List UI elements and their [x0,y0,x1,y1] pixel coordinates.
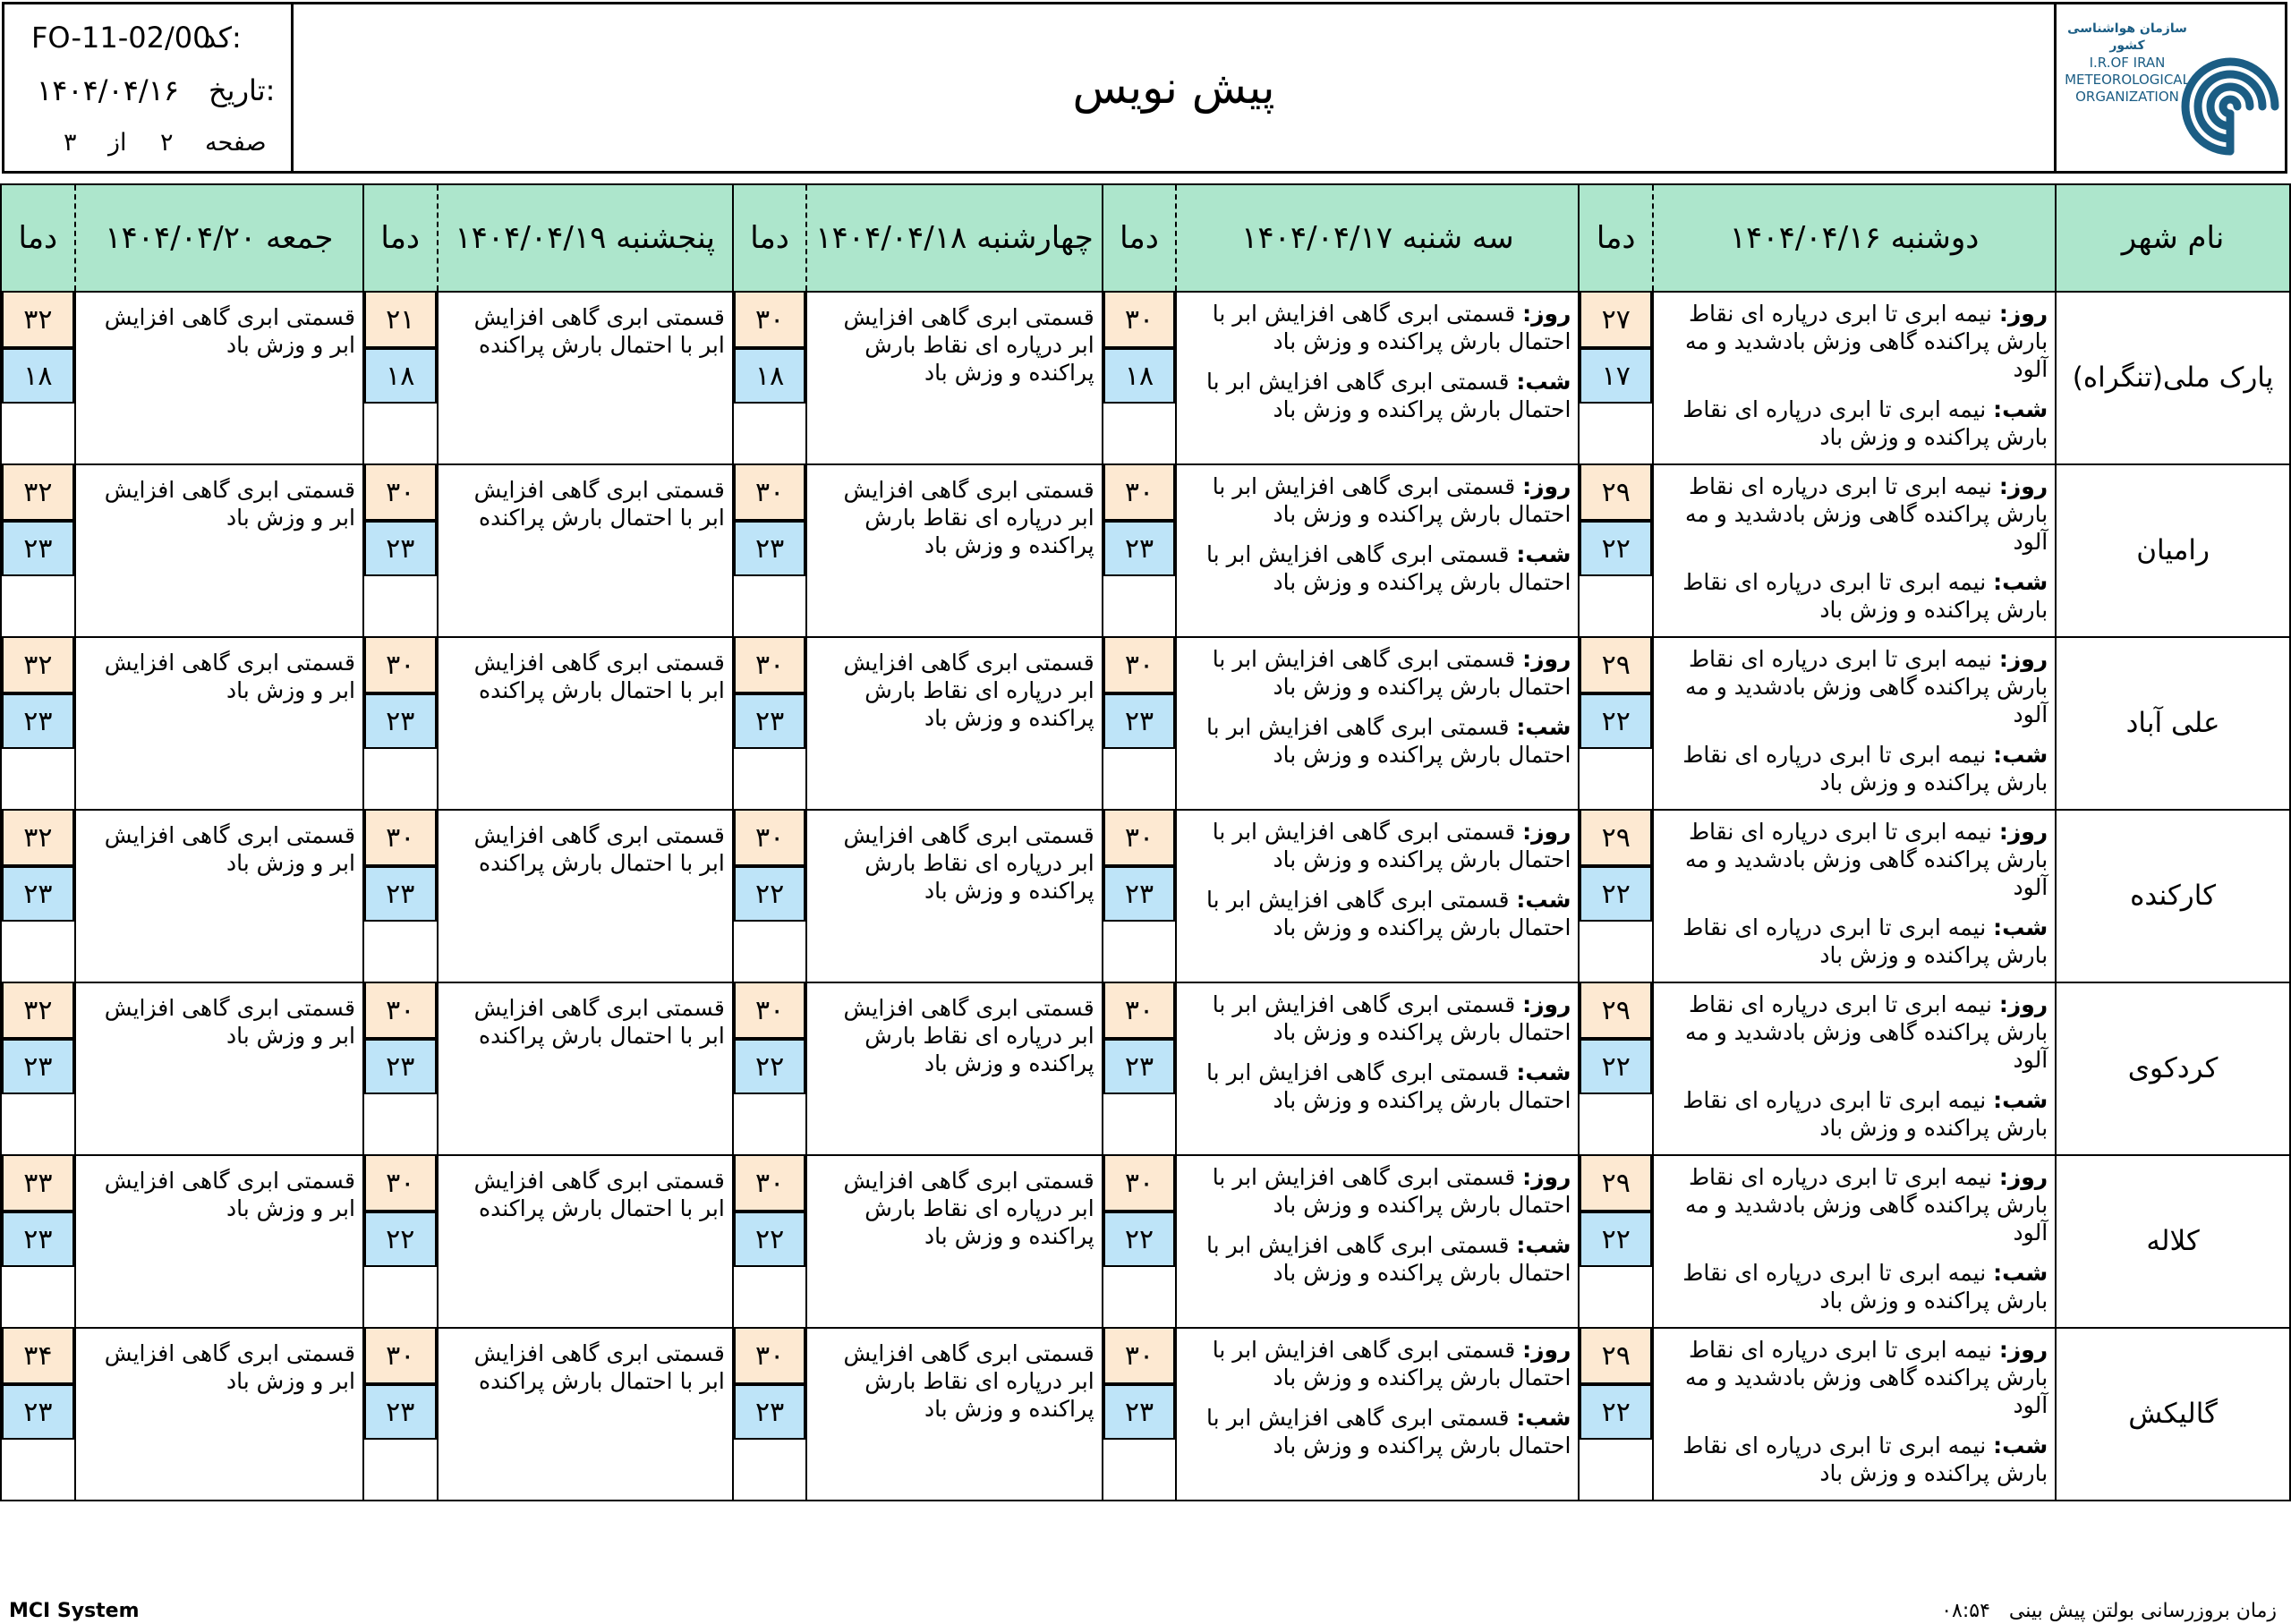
night-forecast [1661,1432,2048,1487]
max-temperature: ۳۲ [2,638,74,693]
day-night-forecast-cell [1653,1155,2056,1328]
forecast-text-cell: قسمتی ابری گاهی افزایش ابر با احتمال بارش پراکنده [438,810,733,982]
night-label: شب: [1516,1405,1571,1431]
temperature-cell [1,1328,75,1501]
forecast-text-cell: قسمتی ابری گاهی افزایش ابر و وزش باد [75,292,363,464]
day-label: روز: [1522,1164,1571,1190]
forecast-text-cell: قسمتی ابری گاهی افزایش ابر و وزش باد [75,1155,363,1328]
min-temperature: ۲۳ [1103,521,1176,576]
day-forecast-text: نیمه ابری تا ابری درپاره ای نقاط بارش پراکنده گاهی وزش بادشدید و مه آلود [1685,301,2048,382]
document-meta-box [4,4,294,171]
temperature-cell [1103,810,1177,982]
temperature-cell [363,1328,438,1501]
temperature-cell [1579,982,1653,1155]
night-label: شب: [1516,1059,1571,1085]
max-temperature: ۳۴ [2,1329,74,1384]
forecast-text-cell: قسمتی ابری گاهی افزایش ابر با احتمال بارش پراکنده [438,637,733,810]
min-temperature: ۲۳ [364,1039,437,1094]
min-temperature: ۲۲ [1580,1384,1652,1440]
night-label: شب: [1993,396,2048,422]
day-forecast [1184,991,1571,1046]
min-temperature: ۲۳ [364,866,437,922]
forecast-text-cell: قسمتی ابری گاهی افزایش ابر با احتمال بارش پراکنده [438,982,733,1155]
night-forecast-text: قسمتی ابری گاهی افزایش ابر با احتمال بارش پراکنده و وزش باد [1206,714,1571,768]
min-temperature: ۲۳ [2,866,74,922]
day-label: روز: [1998,1164,2048,1190]
max-temperature: ۳۰ [364,465,437,521]
page-number: ۲ [160,128,174,157]
table-row [1,1155,2290,1328]
night-forecast [1184,886,1571,941]
temperature-cell [1103,1328,1177,1501]
day-forecast-text: نیمه ابری تا ابری درپاره ای نقاط بارش پراکنده گاهی وزش بادشدید و مه آلود [1685,1337,2048,1418]
night-forecast-text: قسمتی ابری گاهی افزایش ابر با احتمال بارش پراکنده و وزش باد [1206,1059,1571,1113]
day-label: روز: [1998,1337,2048,1363]
temperature-cell [1,982,75,1155]
max-temperature: ۲۱ [364,293,437,348]
max-temperature: ۳۰ [364,1156,437,1212]
forecast-text-cell: قسمتی ابری گاهی افزایش ابر درپاره ای نقاط بارش پراکنده و وزش باد [806,982,1102,1155]
night-label: شب: [1993,1087,2048,1113]
city-name: کردکوی [2056,982,2290,1155]
min-temperature: ۱۸ [364,348,437,404]
day-label: روز: [1998,819,2048,845]
max-temperature: ۳۲ [2,293,74,348]
night-forecast-text: قسمتی ابری گاهی افزایش ابر با احتمال بارش پراکنده و وزش باد [1206,1232,1571,1286]
update-time-label: زمان بروزرسانی بولتن پیش بینی [2008,1600,2277,1622]
min-temperature: ۲۲ [1580,521,1652,576]
forecast-text-cell: قسمتی ابری گاهی افزایش ابر درپاره ای نقاط بارش پراکنده و وزش باد [806,292,1102,464]
day-forecast [1184,1336,1571,1391]
night-label: شب: [1993,914,2048,940]
temperature-cell [1103,982,1177,1155]
day-label: روز: [1998,473,2048,499]
min-temperature: ۲۳ [364,693,437,749]
max-temperature: ۳۰ [364,1329,437,1384]
temp-3-header: دما [733,184,807,292]
temperature-cell [363,292,438,464]
temperature-cell [733,1328,807,1501]
temperature-cell [733,982,807,1155]
day-forecast [1184,472,1571,528]
day-5-header: جمعه ۱۴۰۴/۰۴/۲۰ [75,184,363,292]
day-forecast [1184,1163,1571,1219]
temperature-cell [1,464,75,637]
temperature-cell [1103,292,1177,464]
table-row [1,637,2290,810]
day-forecast [1661,645,2048,728]
max-temperature: ۳۲ [2,465,74,521]
night-forecast [1184,1404,1571,1459]
forecast-text-cell: قسمتی ابری گاهی افزایش ابر و وزش باد [75,637,363,810]
forecast-text-cell: قسمتی ابری گاهی افزایش ابر و وزش باد [75,464,363,637]
max-temperature: ۲۹ [1580,983,1652,1039]
min-temperature: ۲۲ [734,1039,806,1094]
forecast-text-cell: قسمتی ابری گاهی افزایش ابر و وزش باد [75,982,363,1155]
temperature-cell [363,810,438,982]
day-night-forecast-cell [1653,1328,2056,1501]
night-label: شب: [1516,714,1571,740]
max-temperature: ۳۰ [364,983,437,1039]
night-forecast [1661,568,2048,624]
max-temperature: ۳۳ [2,1156,74,1212]
max-temperature: ۳۰ [734,811,806,866]
day-label: روز: [1522,473,1571,499]
day-4-header: پنجشنبه ۱۴۰۴/۰۴/۱۹ [438,184,733,292]
temperature-cell [1,810,75,982]
temperature-cell [363,637,438,810]
night-forecast-text: قسمتی ابری گاهی افزایش ابر با احتمال بارش پراکنده و وزش باد [1206,1405,1571,1458]
day-forecast-text: نیمه ابری تا ابری درپاره ای نقاط بارش پراکنده گاهی وزش بادشدید و مه آلود [1685,991,2048,1073]
day-forecast-text: قسمتی ابری گاهی افزایش ابر با احتمال بارش پراکنده و وزش باد [1212,1337,1571,1390]
temperature-cell [1103,1155,1177,1328]
forecast-text-cell: قسمتی ابری گاهی افزایش ابر درپاره ای نقاط بارش پراکنده و وزش باد [806,1155,1102,1328]
night-label: شب: [1993,1260,2048,1286]
day-label: روز: [1522,991,1571,1017]
day-forecast-text: قسمتی ابری گاهی افزایش ابر با احتمال بارش پراکنده و وزش باد [1212,646,1571,700]
forecast-text-cell: قسمتی ابری گاهی افزایش ابر درپاره ای نقاط بارش پراکنده و وزش باد [806,1328,1102,1501]
table-row [1,810,2290,982]
temperature-cell [1579,464,1653,637]
day-forecast-text: قسمتی ابری گاهی افزایش ابر با احتمال بارش پراکنده و وزش باد [1212,819,1571,872]
forecast-text-cell: قسمتی ابری گاهی افزایش ابر درپاره ای نقاط بارش پراکنده و وزش باد [806,637,1102,810]
min-temperature: ۲۲ [364,1212,437,1267]
night-forecast [1184,1059,1571,1114]
forecast-text-cell: قسمتی ابری گاهی افزایش ابر با احتمال بارش پراکنده [438,464,733,637]
temperature-cell [733,292,807,464]
day-forecast [1661,1336,2048,1419]
day-forecast [1661,1163,2048,1246]
day-night-forecast-cell [1176,810,1579,982]
organization-name: سازمان هواشناسی کشور I.R.OF IRAN METEOROLOGICAL ORGANIZATION [2065,21,2190,105]
temperature-cell [363,464,438,637]
day-label: روز: [1522,301,1571,327]
max-temperature: ۲۹ [1580,1329,1652,1384]
document-header [2,2,2287,174]
night-forecast-text: قسمتی ابری گاهی افزایش ابر با احتمال بارش پراکنده و وزش باد [1206,369,1571,422]
table-header-row [1,184,2290,292]
max-temperature: ۲۹ [1580,811,1652,866]
night-label: شب: [1516,369,1571,395]
day-label: روز: [1522,819,1571,845]
city-column-header: نام شهر [2056,184,2290,292]
temperature-cell [1,637,75,810]
night-forecast [1184,540,1571,596]
city-name: گالیکش [2056,1328,2290,1501]
day-forecast-text: قسمتی ابری گاهی افزایش ابر با احتمال بارش پراکنده و وزش باد [1212,1164,1571,1218]
day-forecast [1184,645,1571,701]
min-temperature: ۲۳ [734,1384,806,1440]
max-temperature: ۲۹ [1580,465,1652,521]
min-temperature: ۲۳ [1103,693,1176,749]
forecast-text-cell: قسمتی ابری گاهی افزایش ابر با احتمال بارش پراکنده [438,1328,733,1501]
night-forecast [1661,1259,2048,1314]
temperature-cell [733,1155,807,1328]
day-night-forecast-cell [1653,637,2056,810]
temperature-cell [1579,292,1653,464]
temperature-cell [1579,1328,1653,1501]
day-forecast-text: نیمه ابری تا ابری درپاره ای نقاط بارش پراکنده گاهی وزش بادشدید و مه آلود [1685,646,2048,727]
min-temperature: ۲۲ [1580,866,1652,922]
day-forecast [1184,818,1571,873]
max-temperature: ۳۰ [364,638,437,693]
max-temperature: ۳۰ [734,293,806,348]
update-time-value: ۰۸:۵۴ [1941,1600,1990,1622]
meteorological-organization-emblem-icon [2180,17,2280,158]
max-temperature: ۳۲ [2,983,74,1039]
night-label: شب: [1516,1232,1571,1258]
day-night-forecast-cell [1653,464,2056,637]
night-label: شب: [1993,1433,2048,1458]
day-night-forecast-cell [1653,982,2056,1155]
max-temperature: ۳۰ [1103,983,1176,1039]
day-label: روز: [1522,646,1571,672]
forecast-table [0,183,2291,1501]
night-forecast [1184,1231,1571,1287]
page-total: ۳ [64,128,77,157]
table-row [1,464,2290,637]
page-label: صفحه [205,128,267,157]
min-temperature: ۲۲ [734,866,806,922]
city-name: کارکنده [2056,810,2290,982]
night-forecast-text: قسمتی ابری گاهی افزایش ابر با احتمال بارش پراکنده و وزش باد [1206,541,1571,595]
max-temperature: ۳۰ [734,638,806,693]
max-temperature: ۳۰ [734,465,806,521]
temp-5-header: دما [1,184,75,292]
table-row [1,1328,2290,1501]
night-forecast-text: نیمه ابری تا ابری درپاره ای نقاط بارش پراکنده و وزش باد [1682,569,2048,623]
day-forecast-text: قسمتی ابری گاهی افزایش ابر با احتمال بارش پراکنده و وزش باد [1212,991,1571,1045]
day-forecast-text: قسمتی ابری گاهی افزایش ابر با احتمال بارش پراکنده و وزش باد [1212,301,1571,354]
day-night-forecast-cell [1653,810,2056,982]
max-temperature: ۳۰ [1103,1329,1176,1384]
min-temperature: ۲۳ [2,693,74,749]
day-night-forecast-cell [1176,292,1579,464]
temperature-cell [1579,637,1653,810]
day-forecast [1661,472,2048,556]
table-row [1,982,2290,1155]
table-row [1,292,2290,464]
temperature-cell [733,464,807,637]
night-forecast-text: نیمه ابری تا ابری درپاره ای نقاط بارش پراکنده و وزش باد [1682,742,2048,795]
min-temperature: ۲۲ [1580,1039,1652,1094]
document-title: پیش نویس [1072,62,1275,114]
max-temperature: ۳۰ [1103,1156,1176,1212]
min-temperature: ۲۳ [734,521,806,576]
night-forecast [1661,1086,2048,1142]
night-forecast-text: نیمه ابری تا ابری درپاره ای نقاط بارش پراکنده و وزش باد [1682,1433,2048,1486]
temperature-cell [733,637,807,810]
temp-4-header: دما [363,184,438,292]
day-forecast-text: نیمه ابری تا ابری درپاره ای نقاط بارش پراکنده گاهی وزش بادشدید و مه آلود [1685,1164,2048,1246]
day-night-forecast-cell [1176,637,1579,810]
min-temperature: ۲۳ [1103,866,1176,922]
code-label: کد: [203,21,242,55]
min-temperature: ۲۳ [1103,1039,1176,1094]
day-forecast-text: نیمه ابری تا ابری درپاره ای نقاط بارش پراکنده گاهی وزش بادشدید و مه آلود [1685,473,2048,555]
day-label: روز: [1998,301,2048,327]
temperature-cell [1103,464,1177,637]
organization-logo [2054,4,2285,171]
night-forecast [1661,741,2048,796]
forecast-text-cell: قسمتی ابری گاهی افزایش ابر درپاره ای نقاط بارش پراکنده و وزش باد [806,464,1102,637]
day-2-header: سه شنبه ۱۴۰۴/۰۴/۱۷ [1176,184,1579,292]
min-temperature: ۲۳ [2,521,74,576]
max-temperature: ۳۰ [1103,465,1176,521]
min-temperature: ۲۲ [1580,1212,1652,1267]
night-label: شب: [1516,887,1571,913]
temperature-cell [1103,637,1177,810]
min-temperature: ۲۳ [1103,1384,1176,1440]
night-forecast [1661,395,2048,451]
night-forecast-text: قسمتی ابری گاهی افزایش ابر با احتمال بارش پراکنده و وزش باد [1206,887,1571,940]
min-temperature: ۲۳ [734,693,806,749]
max-temperature: ۲۹ [1580,1156,1652,1212]
temperature-cell [1,1155,75,1328]
max-temperature: ۳۲ [2,811,74,866]
min-temperature: ۱۸ [1103,348,1176,404]
max-temperature: ۲۷ [1580,293,1652,348]
temperature-cell [1579,810,1653,982]
night-forecast-text: نیمه ابری تا ابری درپاره ای نقاط بارش پراکنده و وزش باد [1682,1260,2048,1314]
day-night-forecast-cell [1176,982,1579,1155]
temp-2-header: دما [1103,184,1177,292]
min-temperature: ۲۲ [1580,693,1652,749]
min-temperature: ۱۸ [734,348,806,404]
max-temperature: ۲۹ [1580,638,1652,693]
temperature-cell [733,810,807,982]
day-forecast-text: قسمتی ابری گاهی افزایش ابر با احتمال بارش پراکنده و وزش باد [1212,473,1571,527]
day-1-header: دوشنبه ۱۴۰۴/۰۴/۱۶ [1653,184,2056,292]
temperature-cell [1,292,75,464]
forecast-text-cell: قسمتی ابری گاهی افزایش ابر درپاره ای نقاط بارش پراکنده و وزش باد [806,810,1102,982]
temp-1-header: دما [1579,184,1653,292]
system-name: MCI System [9,1600,140,1622]
temperature-cell [363,1155,438,1328]
max-temperature: ۳۰ [364,811,437,866]
night-forecast-text: نیمه ابری تا ابری درپاره ای نقاط بارش پراکنده و وزش باد [1682,914,2048,968]
night-label: شب: [1516,541,1571,567]
day-3-header: چهارشنبه ۱۴۰۴/۰۴/۱۸ [806,184,1102,292]
max-temperature: ۳۰ [1103,811,1176,866]
min-temperature: ۱۷ [1580,348,1652,404]
forecast-text-cell: قسمتی ابری گاهی افزایش ابر و وزش باد [75,1328,363,1501]
min-temperature: ۲۳ [2,1384,74,1440]
forecast-text-cell: قسمتی ابری گاهی افزایش ابر با احتمال بارش پراکنده [438,1155,733,1328]
max-temperature: ۳۰ [734,1156,806,1212]
day-label: روز: [1522,1337,1571,1363]
day-night-forecast-cell [1653,292,2056,464]
day-night-forecast-cell [1176,1155,1579,1328]
max-temperature: ۳۰ [734,983,806,1039]
forecast-table-body [1,292,2290,1501]
day-forecast-text: نیمه ابری تا ابری درپاره ای نقاط بارش پراکنده گاهی وزش بادشدید و مه آلود [1685,819,2048,900]
date-value: ۱۴۰۴/۰۴/۱۶ [37,73,180,107]
page-of-label: از [108,128,127,157]
day-label: روز: [1998,991,2048,1017]
day-night-forecast-cell [1176,464,1579,637]
night-forecast [1184,713,1571,769]
date-label: تاریخ: [209,73,276,107]
city-name: رامیان [2056,464,2290,637]
max-temperature: ۳۰ [1103,293,1176,348]
night-forecast [1184,368,1571,423]
forecast-text-cell: قسمتی ابری گاهی افزایش ابر با احتمال بارش پراکنده [438,292,733,464]
code-value: FO-11-02/00 [31,21,211,55]
min-temperature: ۲۲ [1103,1212,1176,1267]
night-forecast-text: نیمه ابری تا ابری درپاره ای نقاط بارش پراکنده و وزش باد [1682,396,2048,450]
city-name: پارک ملی(تنگراه) [2056,292,2290,464]
day-forecast [1661,818,2048,901]
max-temperature: ۳۰ [1103,638,1176,693]
update-time-footer [1941,1600,2277,1622]
min-temperature: ۲۲ [734,1212,806,1267]
night-label: شب: [1993,569,2048,595]
min-temperature: ۱۸ [2,348,74,404]
min-temperature: ۲۳ [364,1384,437,1440]
day-label: روز: [1998,646,2048,672]
day-forecast [1661,991,2048,1074]
temperature-cell [1579,1155,1653,1328]
max-temperature: ۳۰ [734,1329,806,1384]
temperature-cell [363,982,438,1155]
day-forecast [1184,300,1571,355]
forecast-text-cell: قسمتی ابری گاهی افزایش ابر و وزش باد [75,810,363,982]
night-forecast [1661,914,2048,969]
city-name: علی آباد [2056,637,2290,810]
min-temperature: ۲۳ [364,521,437,576]
night-forecast-text: نیمه ابری تا ابری درپاره ای نقاط بارش پراکنده و وزش باد [1682,1087,2048,1141]
night-label: شب: [1993,742,2048,768]
city-name: کلاله [2056,1155,2290,1328]
day-forecast [1661,300,2048,383]
min-temperature: ۲۳ [2,1212,74,1267]
min-temperature: ۲۳ [2,1039,74,1094]
day-night-forecast-cell [1176,1328,1579,1501]
